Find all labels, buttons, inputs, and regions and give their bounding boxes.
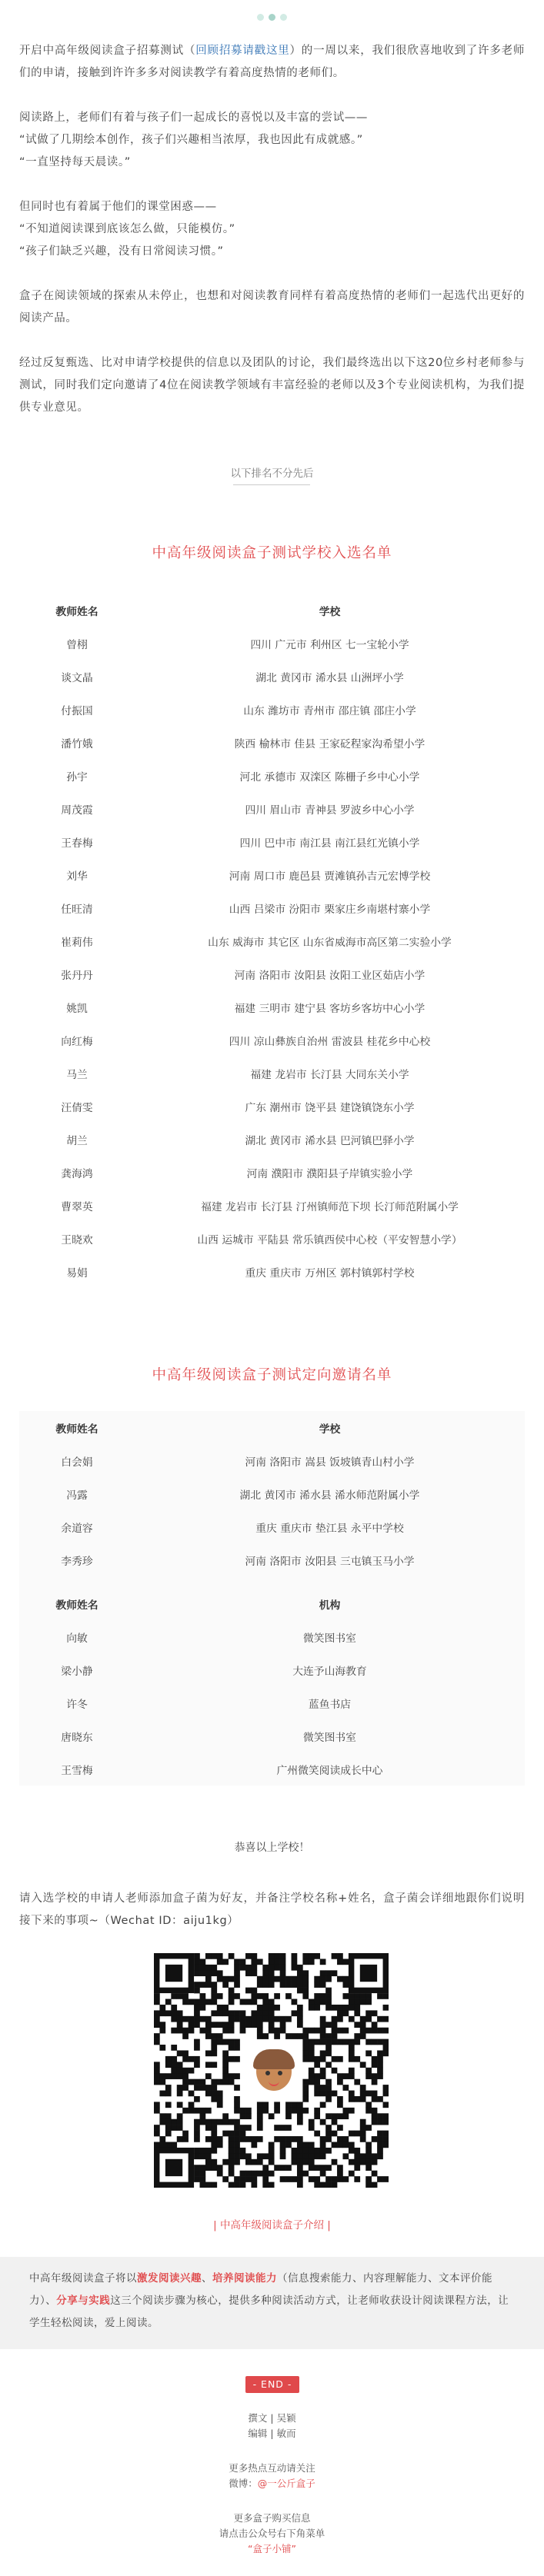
teacher-name: 梁小静 (61, 1665, 93, 1678)
teacher-name: 唐晓东 (61, 1731, 93, 1744)
intro-paragraph-2: 阅读路上，老师们有着与孩子们一起成长的喜悦以及丰富的尝试—— (19, 111, 368, 124)
intro-text: 开启中高年级阅读盒子招募测试（ (19, 45, 196, 57)
teacher-name: 龚海鸿 (61, 1167, 93, 1180)
credit-editor: 编辑 | 敏而 (248, 2428, 296, 2439)
table-row (19, 759, 525, 792)
invited-teachers-table (19, 1411, 525, 1786)
purchase-info (0, 2511, 544, 2557)
teacher-name: 马兰 (66, 1068, 88, 1081)
invited-teacher-rows (19, 1444, 525, 1576)
teacher-name: 谈文晶 (61, 671, 93, 684)
school-name: 山西 吕梁市 汾阳市 栗家庄乡南堪村寨小学 (229, 903, 431, 916)
school-name: 福建 三明市 建宁县 客坊乡客坊中心小学 (234, 1002, 426, 1015)
organization-name: 微笑图书室 (303, 1731, 356, 1744)
divider (233, 484, 310, 485)
table-row (19, 1222, 525, 1255)
school-name: 河南 洛阳市 汝阳县 三屯镇玉马小学 (245, 1555, 415, 1568)
table-row (19, 726, 525, 759)
school-name: 四川 眉山市 青神县 罗波乡中心小学 (245, 804, 415, 817)
teacher-name: 易娟 (66, 1266, 88, 1280)
intro-text: ）的一周以来，我们很欣喜地收到了许多老师们的申请，接触到许许多多对阅读教学有着高度热情的老师们。 (19, 45, 525, 79)
table-row (19, 792, 525, 825)
product-intro-text: 中高年级阅读盒子将以激发阅读兴趣、培养阅读能力（信息搜索能力、内容理解能力、文本评价能力）、分享与实践这三个阅读步骤为核心，提供多种阅读活动方式，让老师收获设计阅读课程方法，让学生轻松阅读，爱上阅读。 (29, 2272, 509, 2329)
school-name: 河南 周口市 鹿邑县 贾滩镇孙吉元宏博学校 (229, 870, 431, 883)
teacher-name: 张丹丹 (61, 969, 93, 982)
order-note: 以下排名不分先后 (230, 468, 314, 480)
organization-name: 微笑图书室 (303, 1632, 356, 1645)
selected-schools-title: 中高年级阅读盒子测试学校入选名单 (152, 545, 392, 561)
weibo-line: 微博：@一公斤盒子 (229, 2478, 315, 2489)
invited-org-rows (19, 1620, 525, 1786)
teacher-name: 崔莉伟 (61, 936, 93, 949)
table-row (19, 990, 525, 1023)
table-row (19, 957, 525, 990)
teacher-name: 姚凯 (66, 1002, 88, 1015)
school-name: 四川 凉山彝族自治州 雷波县 桂花乡中心校 (229, 1035, 431, 1048)
school-name: 湖北 黄冈市 浠水县 浠水师范附属小学 (239, 1489, 420, 1502)
school-name: 山西 运城市 平陆县 常乐镇西侯中心校（平安智慧小学） (197, 1233, 462, 1246)
weibo-link[interactable]: @一公斤盒子 (257, 2478, 315, 2489)
decor-dot (280, 14, 287, 21)
table-row (19, 1510, 525, 1543)
school-name: 湖北 黄冈市 浠水县 山洲坪小学 (255, 671, 404, 684)
school-name: 四川 广元市 利州区 七一宝轮小学 (250, 638, 409, 651)
teacher-name: 向敏 (66, 1632, 88, 1645)
teacher-quote: “不知道阅读课到底该怎么做，只能模仿。” (19, 223, 235, 235)
school-name: 四川 巴中市 南江县 南江县红光镇小学 (239, 837, 420, 850)
contact-text: 请入选学校的申请人老师添加盒子菌为好友，并备注学校名称+姓名，盒子菌会详细地跟你们说明接下来的事项~（Wechat ID：aiju1kg） (19, 1892, 525, 1927)
table-row (19, 627, 525, 660)
teacher-quote: “试做了几期绘本创作，孩子们兴趣相当浓厚，我也因此有成就感。” (19, 134, 363, 146)
intro-paragraph-3: 但同时也有着属于他们的课堂困惑—— (19, 201, 217, 213)
header-school: 学校 (319, 1423, 341, 1436)
header-teacher-name: 教师姓名 (55, 1599, 98, 1612)
mascot-avatar (248, 2045, 300, 2098)
highlight-ability: 培养阅读能力 (212, 2272, 277, 2285)
school-name: 广东 潮州市 饶平县 建饶镇饶东小学 (245, 1101, 415, 1114)
selected-schools-table (19, 594, 525, 1288)
table-row (19, 858, 525, 891)
teacher-name: 王春梅 (61, 837, 93, 850)
teacher-name: 王雪梅 (61, 1764, 93, 1777)
school-name: 重庆 重庆市 垫江县 永平中学校 (255, 1522, 404, 1535)
organization-name: 广州微笑阅读成长中心 (276, 1764, 383, 1777)
teacher-name: 余道容 (61, 1522, 93, 1535)
table-header (19, 1587, 525, 1620)
school-name: 河北 承德市 双滦区 陈栅子乡中心小学 (239, 770, 420, 784)
header-teacher-name: 教师姓名 (55, 605, 98, 618)
table-row (19, 1090, 525, 1123)
recruit-review-link[interactable]: 回顾招募请戳这里 (195, 45, 290, 57)
decor-dot (257, 14, 264, 21)
table-row (19, 1752, 525, 1786)
purchase-line: 请点击公众号右下角菜单 (219, 2528, 325, 2539)
school-name: 陕西 榆林市 佳县 王家砭程家沟希望小学 (234, 737, 426, 751)
teacher-name: 曹翠英 (61, 1200, 93, 1213)
teacher-name: 曾栩 (66, 638, 88, 651)
selected-schools-rows (19, 627, 525, 1288)
teacher-name: 潘竹娥 (61, 737, 93, 751)
teacher-name: 王晓欢 (61, 1233, 93, 1246)
teacher-name: 李秀珍 (61, 1555, 93, 1568)
teacher-name: 冯露 (66, 1489, 88, 1502)
school-name: 河南 濮阳市 濮阳县子岸镇实验小学 (246, 1167, 413, 1180)
table-row (19, 1156, 525, 1189)
teacher-name: 许冬 (66, 1698, 88, 1711)
table-row (19, 1123, 525, 1156)
teacher-quote: “一直坚持每天晨读。” (19, 156, 131, 168)
highlight-practice: 分享与实践 (56, 2295, 111, 2307)
table-row (19, 1057, 525, 1090)
top-decoration (0, 14, 544, 21)
teacher-name: 任旺清 (61, 903, 93, 916)
table-row (19, 1477, 525, 1510)
table-header (19, 1411, 525, 1444)
table-row (19, 693, 525, 726)
header-teacher-name: 教师姓名 (55, 1423, 98, 1436)
teacher-name: 白会娟 (61, 1456, 93, 1469)
school-name: 福建 龙岩市 长汀县 汀州镇师范下坝 长汀师范附属小学 (201, 1200, 459, 1213)
intro-paragraph-4: 盒子在阅读领域的探索从未停止，也想和对阅读教育同样有着高度热情的老师们一起选代出更好的阅读产品。 (19, 290, 525, 324)
invited-list-title: 中高年级阅读盒子测试定向邀请名单 (152, 1367, 392, 1383)
school-name: 重庆 重庆市 万州区 郭村镇郭村学校 (245, 1266, 415, 1280)
teacher-name: 孙宇 (66, 770, 88, 784)
school-name: 山东 威海市 其它区 山东省威海市高区第二实验小学 (208, 936, 452, 949)
organization-name: 蓝鱼书店 (308, 1698, 352, 1711)
article-intro (19, 40, 525, 419)
teacher-name: 向红梅 (61, 1035, 93, 1048)
intro-paragraph-1 (19, 40, 525, 85)
teacher-name: 胡兰 (66, 1134, 88, 1147)
table-row (19, 891, 525, 924)
header-school: 学校 (319, 605, 341, 618)
school-name: 河南 洛阳市 汝阳县 汝阳工业区茹店小学 (234, 969, 426, 982)
teacher-name: 刘华 (66, 870, 88, 883)
teacher-name: 付振国 (61, 704, 93, 717)
table-row (19, 1189, 525, 1222)
follow-line: 更多热点互动请关注 (229, 2462, 315, 2474)
end-badge: - END - (245, 2376, 299, 2393)
teacher-name: 周茂霞 (61, 804, 93, 817)
table-row (19, 825, 525, 858)
purchase-line: 更多盒子购买信息 (233, 2512, 311, 2524)
teacher-name: 汪倩雯 (61, 1101, 93, 1114)
table-row (19, 1023, 525, 1057)
product-intro-box (0, 2257, 544, 2349)
credits (0, 2411, 544, 2441)
school-name: 山东 潍坊市 青州市 邵庄镇 邵庄小学 (243, 704, 416, 717)
school-name: 湖北 黄冈市 浠水县 巴河镇巴驿小学 (245, 1134, 415, 1147)
school-name: 河南 洛阳市 嵩县 饭坡镇青山村小学 (245, 1456, 415, 1469)
highlight-interest: 激发阅读兴趣 (137, 2272, 202, 2285)
teacher-quote: “孩子们缺乏兴趣，没有日常阅读习惯。” (19, 245, 224, 258)
product-intro-tag: | 中高年级阅读盒子介绍 | (213, 2219, 331, 2232)
table-row (19, 1543, 525, 1576)
table-row (19, 1620, 525, 1653)
organization-name: 大连予山海教育 (292, 1665, 367, 1678)
school-name: 福建 龙岩市 长汀县 大同东关小学 (250, 1068, 409, 1081)
decor-dot (269, 14, 275, 21)
table-row (19, 660, 525, 693)
table-row (19, 1444, 525, 1477)
table-row (19, 1719, 525, 1752)
table-row (19, 1653, 525, 1686)
follow-info (0, 2461, 544, 2491)
shop-menu-link[interactable]: “盒子小铺” (248, 2543, 296, 2554)
congrats-text: 恭喜以上学校！ (234, 1842, 310, 1854)
credit-writer: 撰文 | 吴颖 (248, 2412, 296, 2424)
contact-instructions (19, 1888, 525, 1932)
table-row (19, 1255, 525, 1288)
table-header (19, 594, 525, 627)
header-organization: 机构 (319, 1599, 341, 1612)
table-row (19, 1686, 525, 1719)
table-row (19, 924, 525, 957)
wechat-qr-code[interactable] (154, 1953, 389, 2188)
intro-paragraph-5: 经过反复甄选、比对申请学校提供的信息以及团队的讨论，我们最终选出以下这20位乡村老师参与测试，同时我们定向邀请了4位在阅读教学领域有丰富经验的老师以及3个专业阅读机构，为我们提供专业意见。 (19, 357, 525, 414)
